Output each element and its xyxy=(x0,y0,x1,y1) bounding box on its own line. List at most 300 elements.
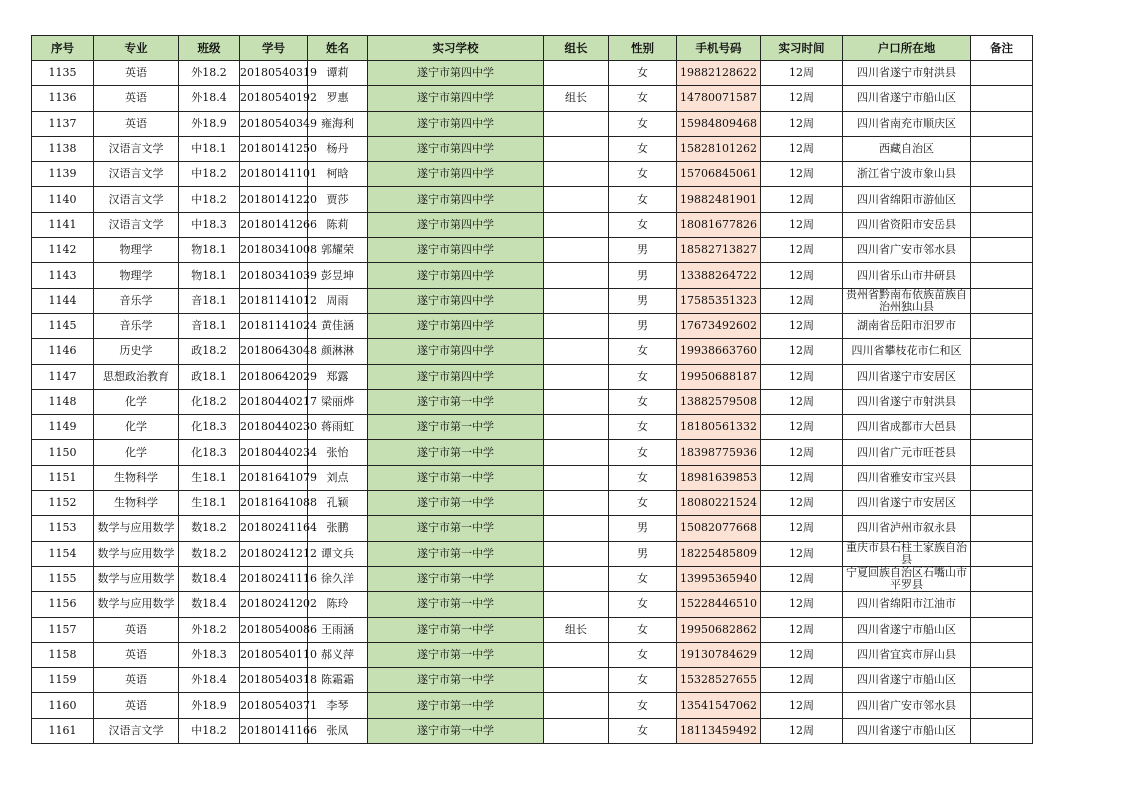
cell-name: 颜淋淋 xyxy=(308,339,368,364)
table-row xyxy=(32,111,1033,136)
cell-phone: 18225485809 xyxy=(677,541,761,566)
cell-note xyxy=(971,592,1033,617)
cell-major: 数学与应用数学 xyxy=(94,592,179,617)
cell-student-id: 20180643048 xyxy=(240,339,308,364)
header-phone: 手机号码 xyxy=(677,36,761,61)
cell-class: 外18.2 xyxy=(179,617,240,642)
cell-name: 杨丹 xyxy=(308,136,368,161)
table-row xyxy=(32,693,1033,718)
table-row xyxy=(32,313,1033,338)
cell-leader: 组长 xyxy=(544,617,609,642)
cell-no: 1140 xyxy=(32,187,94,212)
cell-name: 张凤 xyxy=(308,718,368,743)
cell-school: 遂宁市第一中学 xyxy=(368,415,544,440)
cell-major: 生物科学 xyxy=(94,491,179,516)
cell-student-id: 20180540086 xyxy=(240,617,308,642)
cell-note xyxy=(971,693,1033,718)
cell-phone: 17585351323 xyxy=(677,288,761,313)
cell-hukou: 四川省南充市顺庆区 xyxy=(843,111,971,136)
cell-hukou: 浙江省宁波市象山县 xyxy=(843,162,971,187)
cell-major: 汉语言文学 xyxy=(94,187,179,212)
cell-gender: 女 xyxy=(609,668,677,693)
cell-hukou: 四川省雅安市宝兴县 xyxy=(843,465,971,490)
cell-note xyxy=(971,389,1033,414)
cell-note xyxy=(971,465,1033,490)
cell-note xyxy=(971,642,1033,667)
cell-leader xyxy=(544,263,609,288)
cell-hukou: 四川省遂宁市射洪县 xyxy=(843,389,971,414)
cell-student-id: 20180341008 xyxy=(240,238,308,263)
cell-no: 1150 xyxy=(32,440,94,465)
cell-phone: 18113459492 xyxy=(677,718,761,743)
table-body xyxy=(32,61,1033,744)
header-school: 实习学校 xyxy=(368,36,544,61)
cell-hukou: 四川省广安市邻水县 xyxy=(843,238,971,263)
cell-gender: 女 xyxy=(609,617,677,642)
cell-phone: 18981639853 xyxy=(677,465,761,490)
cell-period: 12周 xyxy=(761,566,843,591)
cell-student-id: 20180540349 xyxy=(240,111,308,136)
cell-name: 陈霜霜 xyxy=(308,668,368,693)
cell-hukou: 四川省遂宁市安居区 xyxy=(843,491,971,516)
cell-note xyxy=(971,415,1033,440)
internship-table xyxy=(31,35,1033,744)
cell-school: 遂宁市第四中学 xyxy=(368,86,544,111)
cell-class: 化18.3 xyxy=(179,440,240,465)
cell-leader xyxy=(544,440,609,465)
cell-gender: 女 xyxy=(609,364,677,389)
cell-gender: 男 xyxy=(609,313,677,338)
cell-period: 12周 xyxy=(761,288,843,313)
cell-period: 12周 xyxy=(761,389,843,414)
table-row xyxy=(32,592,1033,617)
cell-major: 英语 xyxy=(94,693,179,718)
cell-major: 生物科学 xyxy=(94,465,179,490)
cell-name: 黄佳涵 xyxy=(308,313,368,338)
cell-student-id: 20180141166 xyxy=(240,718,308,743)
cell-major: 英语 xyxy=(94,668,179,693)
cell-period: 12周 xyxy=(761,415,843,440)
cell-hukou: 四川省广元市旺苍县 xyxy=(843,440,971,465)
cell-period: 12周 xyxy=(761,364,843,389)
table-row xyxy=(32,440,1033,465)
cell-student-id: 20180440234 xyxy=(240,440,308,465)
cell-gender: 女 xyxy=(609,642,677,667)
header-note: 备注 xyxy=(971,36,1033,61)
cell-phone: 18582713827 xyxy=(677,238,761,263)
cell-class: 物18.1 xyxy=(179,263,240,288)
cell-leader xyxy=(544,313,609,338)
cell-student-id: 20181141012 xyxy=(240,288,308,313)
cell-no: 1151 xyxy=(32,465,94,490)
cell-hukou: 四川省泸州市叙永县 xyxy=(843,516,971,541)
cell-student-id: 20180540371 xyxy=(240,693,308,718)
cell-name: 张怡 xyxy=(308,440,368,465)
cell-class: 化18.2 xyxy=(179,389,240,414)
cell-hukou: 宁夏回族自治区石嘴山市平罗县 xyxy=(843,566,971,591)
header-class: 班级 xyxy=(179,36,240,61)
cell-hukou: 贵州省黔南布依族苗族自治州独山县 xyxy=(843,288,971,313)
cell-note xyxy=(971,313,1033,338)
cell-period: 12周 xyxy=(761,162,843,187)
cell-hukou: 四川省遂宁市安居区 xyxy=(843,364,971,389)
cell-period: 12周 xyxy=(761,136,843,161)
cell-gender: 女 xyxy=(609,389,677,414)
cell-major: 英语 xyxy=(94,111,179,136)
cell-class: 外18.4 xyxy=(179,86,240,111)
cell-hukou: 四川省绵阳市江油市 xyxy=(843,592,971,617)
cell-period: 12周 xyxy=(761,111,843,136)
cell-no: 1137 xyxy=(32,111,94,136)
cell-period: 12周 xyxy=(761,491,843,516)
cell-major: 化学 xyxy=(94,440,179,465)
cell-major: 英语 xyxy=(94,617,179,642)
header-row xyxy=(32,36,1033,61)
cell-no: 1148 xyxy=(32,389,94,414)
cell-student-id: 20180241212 xyxy=(240,541,308,566)
cell-major: 汉语言文学 xyxy=(94,162,179,187)
cell-phone: 13995365940 xyxy=(677,566,761,591)
cell-name: 贾莎 xyxy=(308,187,368,212)
cell-student-id: 20180241164 xyxy=(240,516,308,541)
header-hukou: 户口所在地 xyxy=(843,36,971,61)
cell-note xyxy=(971,288,1033,313)
cell-school: 遂宁市第一中学 xyxy=(368,516,544,541)
cell-name: 柯晗 xyxy=(308,162,368,187)
cell-hukou: 湖南省岳阳市汨罗市 xyxy=(843,313,971,338)
cell-school: 遂宁市第四中学 xyxy=(368,364,544,389)
cell-gender: 女 xyxy=(609,212,677,237)
cell-period: 12周 xyxy=(761,693,843,718)
table-row xyxy=(32,415,1033,440)
cell-gender: 女 xyxy=(609,440,677,465)
cell-school: 遂宁市第四中学 xyxy=(368,162,544,187)
cell-student-id: 20181141024 xyxy=(240,313,308,338)
cell-phone: 15228446510 xyxy=(677,592,761,617)
cell-period: 12周 xyxy=(761,642,843,667)
header-period: 实习时间 xyxy=(761,36,843,61)
cell-school: 遂宁市第一中学 xyxy=(368,693,544,718)
cell-gender: 女 xyxy=(609,86,677,111)
cell-no: 1159 xyxy=(32,668,94,693)
table-row xyxy=(32,238,1033,263)
cell-class: 数18.2 xyxy=(179,541,240,566)
cell-school: 遂宁市第一中学 xyxy=(368,566,544,591)
table-row xyxy=(32,718,1033,743)
cell-name: 李琴 xyxy=(308,693,368,718)
cell-hukou: 四川省遂宁市船山区 xyxy=(843,668,971,693)
cell-period: 12周 xyxy=(761,263,843,288)
table-row xyxy=(32,162,1033,187)
cell-student-id: 20180341039 xyxy=(240,263,308,288)
cell-class: 中18.2 xyxy=(179,162,240,187)
cell-gender: 女 xyxy=(609,187,677,212)
table-row xyxy=(32,187,1033,212)
cell-no: 1152 xyxy=(32,491,94,516)
cell-note xyxy=(971,263,1033,288)
cell-phone: 15984809468 xyxy=(677,111,761,136)
cell-school: 遂宁市第一中学 xyxy=(368,440,544,465)
cell-major: 化学 xyxy=(94,389,179,414)
cell-period: 12周 xyxy=(761,592,843,617)
cell-name: 郑露 xyxy=(308,364,368,389)
cell-period: 12周 xyxy=(761,516,843,541)
cell-phone: 18080221524 xyxy=(677,491,761,516)
cell-major: 数学与应用数学 xyxy=(94,566,179,591)
header-name: 姓名 xyxy=(308,36,368,61)
cell-school: 遂宁市第一中学 xyxy=(368,642,544,667)
cell-school: 遂宁市第四中学 xyxy=(368,313,544,338)
cell-phone: 17673492602 xyxy=(677,313,761,338)
cell-name: 周雨 xyxy=(308,288,368,313)
cell-no: 1136 xyxy=(32,86,94,111)
cell-no: 1155 xyxy=(32,566,94,591)
cell-phone: 19938663760 xyxy=(677,339,761,364)
cell-leader xyxy=(544,541,609,566)
cell-note xyxy=(971,86,1033,111)
cell-no: 1158 xyxy=(32,642,94,667)
cell-no: 1160 xyxy=(32,693,94,718)
cell-major: 物理学 xyxy=(94,238,179,263)
cell-school: 遂宁市第一中学 xyxy=(368,541,544,566)
cell-class: 音18.1 xyxy=(179,288,240,313)
cell-name: 罗惠 xyxy=(308,86,368,111)
cell-leader xyxy=(544,668,609,693)
cell-no: 1135 xyxy=(32,61,94,86)
cell-note xyxy=(971,516,1033,541)
table-row xyxy=(32,668,1033,693)
cell-no: 1139 xyxy=(32,162,94,187)
cell-class: 数18.4 xyxy=(179,566,240,591)
cell-phone: 19882128622 xyxy=(677,61,761,86)
cell-period: 12周 xyxy=(761,339,843,364)
cell-no: 1144 xyxy=(32,288,94,313)
cell-class: 外18.4 xyxy=(179,668,240,693)
cell-leader xyxy=(544,61,609,86)
cell-leader xyxy=(544,136,609,161)
table-row xyxy=(32,86,1033,111)
cell-leader xyxy=(544,212,609,237)
cell-student-id: 20180540318 xyxy=(240,668,308,693)
cell-phone: 18180561332 xyxy=(677,415,761,440)
cell-gender: 女 xyxy=(609,491,677,516)
cell-gender: 女 xyxy=(609,566,677,591)
cell-leader xyxy=(544,642,609,667)
cell-note xyxy=(971,364,1033,389)
cell-no: 1156 xyxy=(32,592,94,617)
cell-major: 物理学 xyxy=(94,263,179,288)
cell-note xyxy=(971,668,1033,693)
cell-leader xyxy=(544,364,609,389)
cell-no: 1147 xyxy=(32,364,94,389)
cell-school: 遂宁市第一中学 xyxy=(368,668,544,693)
cell-gender: 女 xyxy=(609,111,677,136)
cell-note xyxy=(971,617,1033,642)
cell-phone: 18081677826 xyxy=(677,212,761,237)
cell-leader xyxy=(544,238,609,263)
cell-name: 张鹏 xyxy=(308,516,368,541)
cell-student-id: 20181641088 xyxy=(240,491,308,516)
cell-phone: 15706845061 xyxy=(677,162,761,187)
cell-class: 音18.1 xyxy=(179,313,240,338)
cell-phone: 15828101262 xyxy=(677,136,761,161)
cell-student-id: 20180141266 xyxy=(240,212,308,237)
cell-school: 遂宁市第一中学 xyxy=(368,592,544,617)
cell-no: 1153 xyxy=(32,516,94,541)
cell-leader xyxy=(544,516,609,541)
cell-note xyxy=(971,212,1033,237)
cell-gender: 男 xyxy=(609,541,677,566)
cell-school: 遂宁市第四中学 xyxy=(368,339,544,364)
cell-class: 外18.3 xyxy=(179,642,240,667)
table-row xyxy=(32,263,1033,288)
cell-hukou: 西藏自治区 xyxy=(843,136,971,161)
cell-class: 生18.1 xyxy=(179,491,240,516)
cell-leader xyxy=(544,187,609,212)
cell-no: 1138 xyxy=(32,136,94,161)
cell-major: 音乐学 xyxy=(94,288,179,313)
cell-hukou: 四川省广安市邻水县 xyxy=(843,693,971,718)
cell-period: 12周 xyxy=(761,86,843,111)
cell-note xyxy=(971,566,1033,591)
cell-period: 12周 xyxy=(761,541,843,566)
cell-phone: 13541547062 xyxy=(677,693,761,718)
cell-gender: 女 xyxy=(609,592,677,617)
header-student-id: 学号 xyxy=(240,36,308,61)
cell-note xyxy=(971,111,1033,136)
cell-class: 外18.2 xyxy=(179,61,240,86)
cell-gender: 女 xyxy=(609,415,677,440)
cell-no: 1149 xyxy=(32,415,94,440)
cell-period: 12周 xyxy=(761,668,843,693)
cell-period: 12周 xyxy=(761,212,843,237)
cell-no: 1142 xyxy=(32,238,94,263)
cell-student-id: 20180440217 xyxy=(240,389,308,414)
cell-school: 遂宁市第四中学 xyxy=(368,136,544,161)
cell-class: 生18.1 xyxy=(179,465,240,490)
cell-no: 1141 xyxy=(32,212,94,237)
cell-school: 遂宁市第四中学 xyxy=(368,288,544,313)
table-row xyxy=(32,212,1033,237)
cell-note xyxy=(971,162,1033,187)
cell-class: 中18.3 xyxy=(179,212,240,237)
cell-note xyxy=(971,238,1033,263)
cell-gender: 女 xyxy=(609,339,677,364)
cell-student-id: 20180141250 xyxy=(240,136,308,161)
cell-leader xyxy=(544,288,609,313)
cell-phone: 19882481901 xyxy=(677,187,761,212)
cell-no: 1143 xyxy=(32,263,94,288)
cell-period: 12周 xyxy=(761,465,843,490)
cell-phone: 15328527655 xyxy=(677,668,761,693)
cell-leader xyxy=(544,389,609,414)
cell-leader xyxy=(544,592,609,617)
cell-student-id: 20180241202 xyxy=(240,592,308,617)
cell-class: 数18.4 xyxy=(179,592,240,617)
cell-class: 中18.1 xyxy=(179,136,240,161)
cell-major: 数学与应用数学 xyxy=(94,541,179,566)
cell-hukou: 四川省资阳市安岳县 xyxy=(843,212,971,237)
table-row xyxy=(32,566,1033,591)
cell-student-id: 20181641079 xyxy=(240,465,308,490)
cell-class: 政18.1 xyxy=(179,364,240,389)
cell-gender: 女 xyxy=(609,465,677,490)
cell-student-id: 20180141220 xyxy=(240,187,308,212)
cell-note xyxy=(971,136,1033,161)
cell-student-id: 20180141101 xyxy=(240,162,308,187)
cell-name: 郭耀荣 xyxy=(308,238,368,263)
cell-school: 遂宁市第四中学 xyxy=(368,263,544,288)
cell-gender: 女 xyxy=(609,693,677,718)
cell-period: 12周 xyxy=(761,718,843,743)
cell-student-id: 20180540319 xyxy=(240,61,308,86)
cell-leader xyxy=(544,718,609,743)
cell-class: 中18.2 xyxy=(179,718,240,743)
cell-name: 彭昱坤 xyxy=(308,263,368,288)
cell-name: 王雨涵 xyxy=(308,617,368,642)
cell-major: 英语 xyxy=(94,642,179,667)
cell-hukou: 四川省遂宁市船山区 xyxy=(843,617,971,642)
cell-major: 汉语言文学 xyxy=(94,136,179,161)
table-row xyxy=(32,642,1033,667)
cell-class: 化18.3 xyxy=(179,415,240,440)
cell-name: 陈莉 xyxy=(308,212,368,237)
cell-leader: 组长 xyxy=(544,86,609,111)
table-row xyxy=(32,136,1033,161)
cell-major: 历史学 xyxy=(94,339,179,364)
cell-note xyxy=(971,187,1033,212)
table-row xyxy=(32,364,1033,389)
cell-hukou: 四川省攀枝花市仁和区 xyxy=(843,339,971,364)
cell-name: 谭文兵 xyxy=(308,541,368,566)
cell-no: 1161 xyxy=(32,718,94,743)
cell-name: 谭莉 xyxy=(308,61,368,86)
cell-gender: 女 xyxy=(609,61,677,86)
cell-hukou: 四川省宜宾市屏山县 xyxy=(843,642,971,667)
cell-hukou: 四川省遂宁市射洪县 xyxy=(843,61,971,86)
cell-gender: 男 xyxy=(609,238,677,263)
cell-name: 孔颖 xyxy=(308,491,368,516)
cell-school: 遂宁市第四中学 xyxy=(368,61,544,86)
cell-major: 化学 xyxy=(94,415,179,440)
cell-note xyxy=(971,541,1033,566)
cell-phone: 18398775936 xyxy=(677,440,761,465)
cell-major: 汉语言文学 xyxy=(94,212,179,237)
header-no: 序号 xyxy=(32,36,94,61)
cell-student-id: 20180440230 xyxy=(240,415,308,440)
header-major: 专业 xyxy=(94,36,179,61)
cell-class: 物18.1 xyxy=(179,238,240,263)
table-row xyxy=(32,516,1033,541)
cell-leader xyxy=(544,465,609,490)
cell-major: 英语 xyxy=(94,61,179,86)
cell-period: 12周 xyxy=(761,617,843,642)
cell-period: 12周 xyxy=(761,61,843,86)
cell-leader xyxy=(544,111,609,136)
cell-school: 遂宁市第四中学 xyxy=(368,212,544,237)
header-gender: 性别 xyxy=(609,36,677,61)
cell-class: 政18.2 xyxy=(179,339,240,364)
cell-period: 12周 xyxy=(761,238,843,263)
cell-leader xyxy=(544,693,609,718)
table-row xyxy=(32,339,1033,364)
cell-gender: 男 xyxy=(609,516,677,541)
cell-phone: 14780071587 xyxy=(677,86,761,111)
table-header xyxy=(32,36,1033,61)
cell-gender: 男 xyxy=(609,288,677,313)
cell-name: 梁丽烨 xyxy=(308,389,368,414)
cell-gender: 女 xyxy=(609,718,677,743)
